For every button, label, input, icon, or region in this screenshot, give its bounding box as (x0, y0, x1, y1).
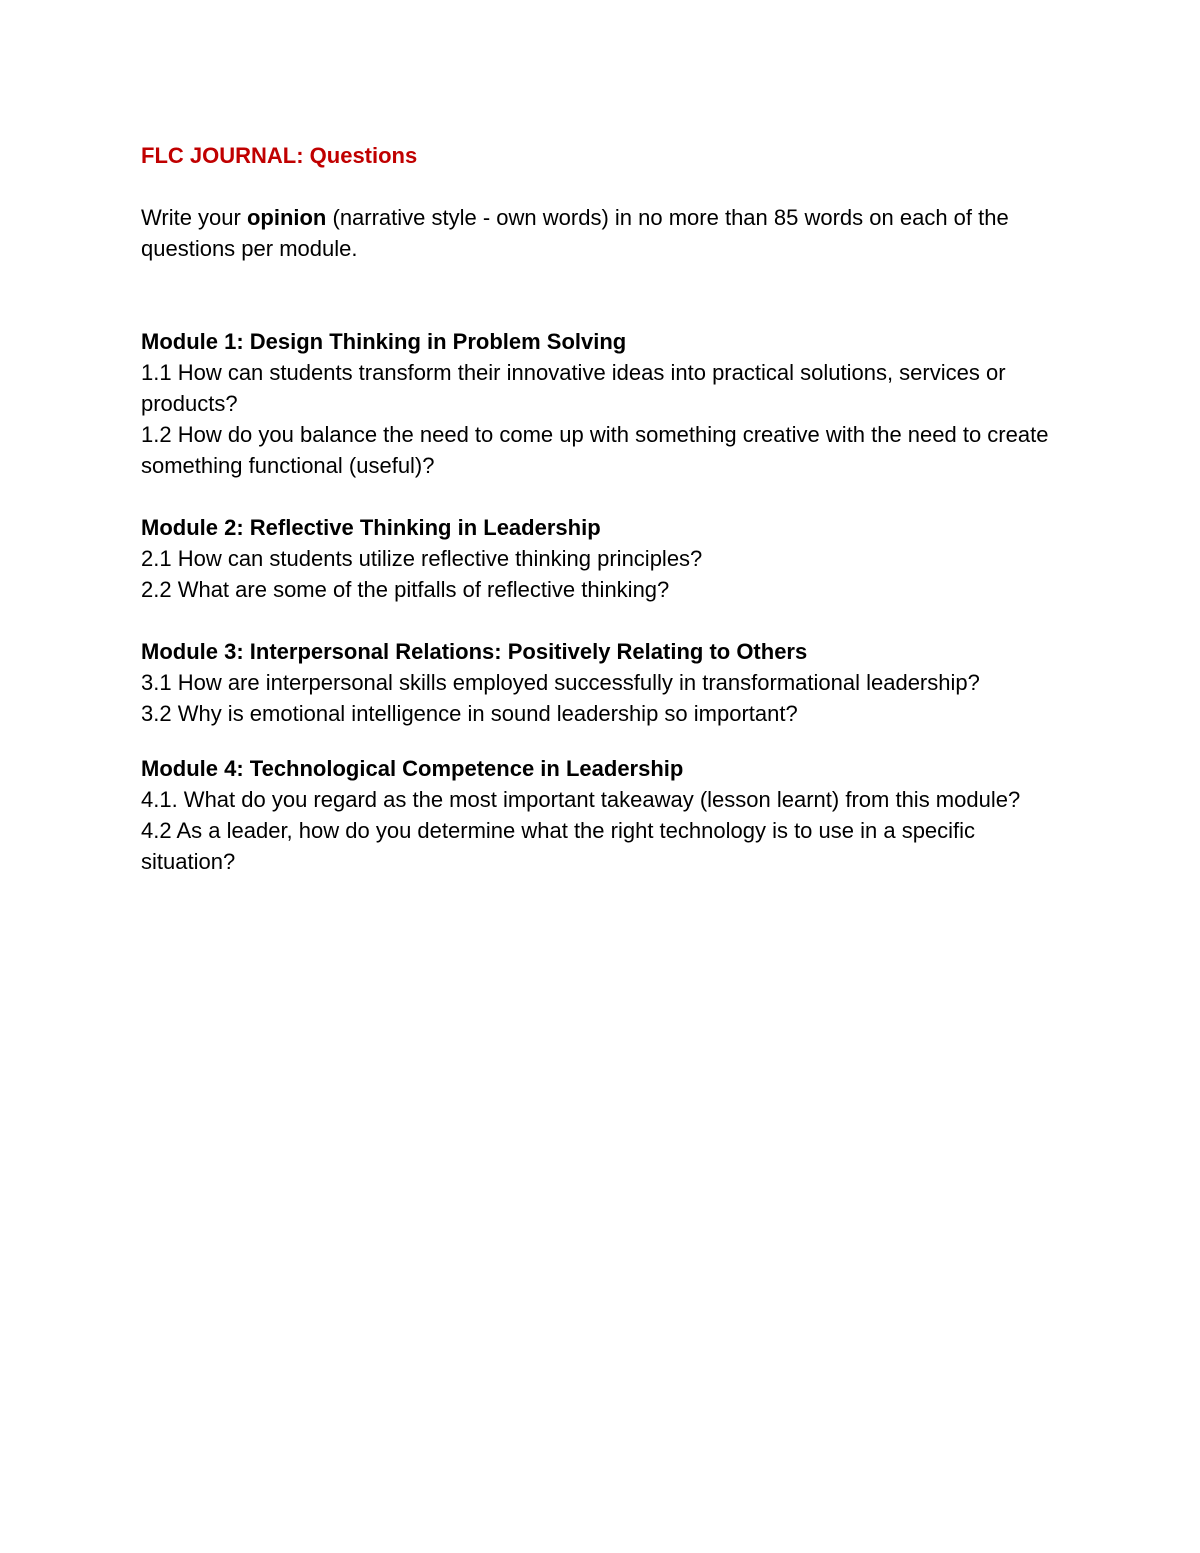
module-2-heading: Module 2: Reflective Thinking in Leadership (141, 515, 601, 540)
question-3-1: 3.1 How are interpersonal skills employed successfully in transformational leadership? (141, 670, 980, 695)
module-1-heading: Module 1: Design Thinking in Problem Solving (141, 329, 627, 354)
question-3-2: 3.2 Why is emotional intelligence in sound leadership so important? (141, 701, 798, 726)
question-1-1: 1.1 How can students transform their innovative ideas into practical solutions, services or products? (141, 360, 1006, 416)
instructions-text-start: Write your (141, 205, 247, 230)
question-4-1: 4.1. What do you regard as the most important takeaway (lesson learnt) from this module? (141, 787, 1021, 812)
instructions-text-end: (narrative style - own words) in no more than 85 words on each of the questions per module. (141, 205, 1009, 261)
module-2-section (141, 512, 1061, 605)
module-3-section (141, 636, 1061, 729)
question-1-2: 1.2 How do you balance the need to come up with something creative with the need to create something functional (useful)? (141, 422, 1049, 478)
module-4-heading: Module 4: Technological Competence in Leadership (141, 756, 684, 781)
question-4-2: 4.2 As a leader, how do you determine what the right technology is to use in a specific situation? (141, 818, 976, 874)
document-title: FLC JOURNAL: Questions (141, 143, 418, 168)
module-1-section (141, 326, 1061, 481)
question-2-1: 2.1 How can students utilize reflective thinking principles? (141, 546, 703, 571)
module-3-heading: Module 3: Interpersonal Relations: Positively Relating to Others (141, 639, 808, 664)
question-2-2: 2.2 What are some of the pitfalls of reflective thinking? (141, 577, 670, 602)
document-page (141, 140, 1061, 877)
instructions-paragraph (141, 202, 1061, 264)
module-4-section (141, 753, 1061, 877)
instructions-bold-word: opinion (246, 205, 327, 230)
